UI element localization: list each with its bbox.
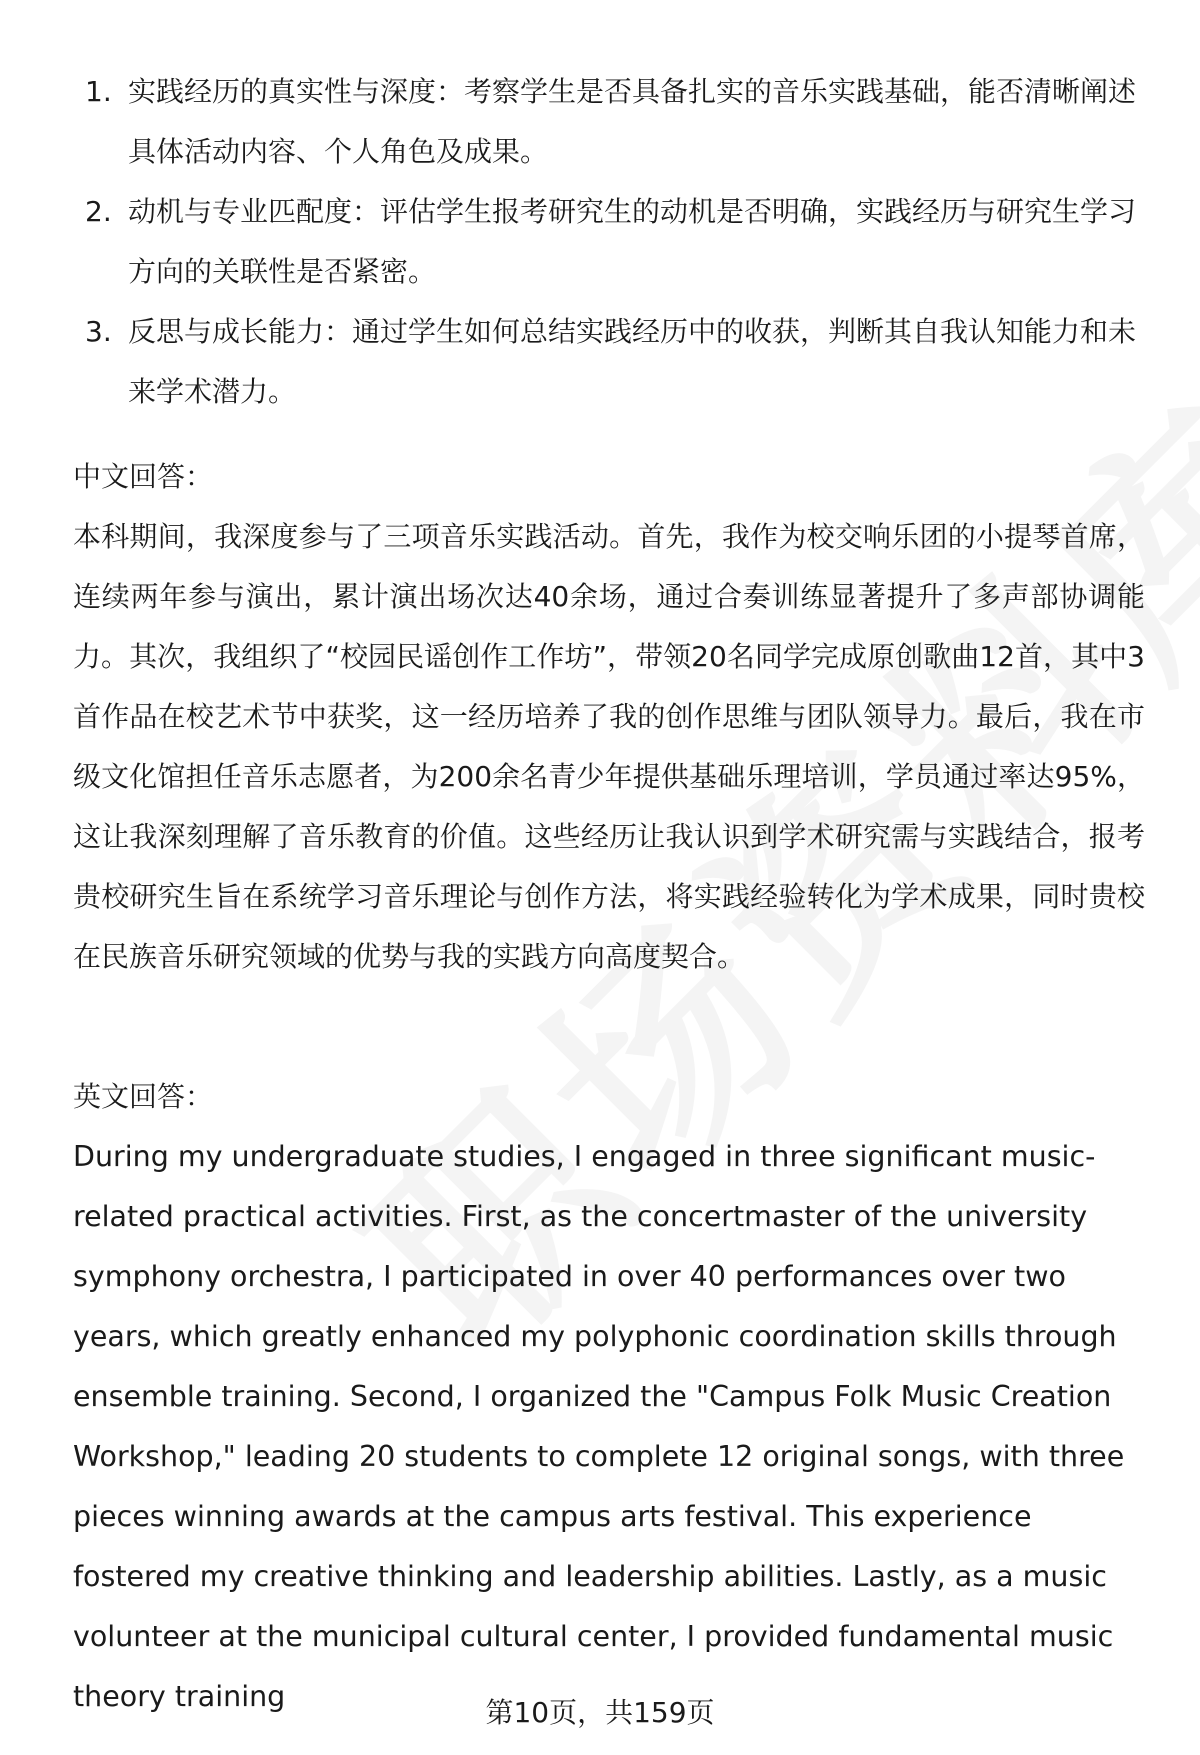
criteria-text: 实践经历的真实性与深度：考察学生是否具备扎实的音乐实践基础，能否清晰阐述具体活动内容、个人角色及成果。 xyxy=(128,75,1137,168)
criteria-number: 2. xyxy=(85,195,112,228)
english-answer-text: During my undergraduate studies, I engaged in three significant music-related practical activities. First, as the concertmaster of the university symphony orchestra, I participated in over 40 performances over two years, which greatly enhanced my polyphonic coordination skills through ensemble training. Second, I organized the "Campus Folk Music Creation Workshop," leading 20 students to complete 12 original songs, with three pieces winning awards at the campus arts festival. This experience fostered my creative thinking and leadership abilities. Lastly, as a music volunteer at the municipal cultural center, I provided fundamental music theory training xyxy=(73,1140,1125,1713)
criteria-item xyxy=(85,62,1145,182)
chinese-answer-label: 中文回答： xyxy=(73,460,214,493)
criteria-item xyxy=(85,302,1145,422)
english-answer-label: 英文回答： xyxy=(73,1080,214,1113)
criteria-item xyxy=(85,182,1145,302)
chinese-answer-text: 本科期间，我深度参与了三项音乐实践活动。首先，我作为校交响乐团的小提琴首席，连续两年参与演出，累计演出场次达40余场，通过合奏训练显著提升了多声部协调能力。其次，我组织了“校园民谣创作工作坊”，带领20名同学完成原创歌曲12首，其中3首作品在校艺术节中获奖，这一经历培养了我的创作思维与团队领导力。最后，我在市级文化馆担任音乐志愿者，为200余名青少年提供基础乐理培训，学员通过率达95%，这让我深刻理解了音乐教育的价值。这些经历让我认识到学术研究需与实践结合，报考贵校研究生旨在系统学习音乐理论与创作方法，将实践经验转化为学术成果，同时贵校在民族音乐研究领域的优势与我的实践方向高度契合。 xyxy=(73,520,1145,973)
criteria-number: 3. xyxy=(85,315,112,348)
criteria-text: 反思与成长能力：通过学生如何总结实践经历中的收获，判断其自我认知能力和未来学术潜力。 xyxy=(128,315,1137,408)
page-number: 第10页，共159页 xyxy=(485,1696,715,1729)
criteria-list xyxy=(85,62,1145,422)
criteria-number: 1. xyxy=(85,75,112,108)
criteria-text: 动机与专业匹配度：评估学生报考研究生的动机是否明确，实践经历与研究生学习方向的关联性是否紧密。 xyxy=(128,195,1137,288)
